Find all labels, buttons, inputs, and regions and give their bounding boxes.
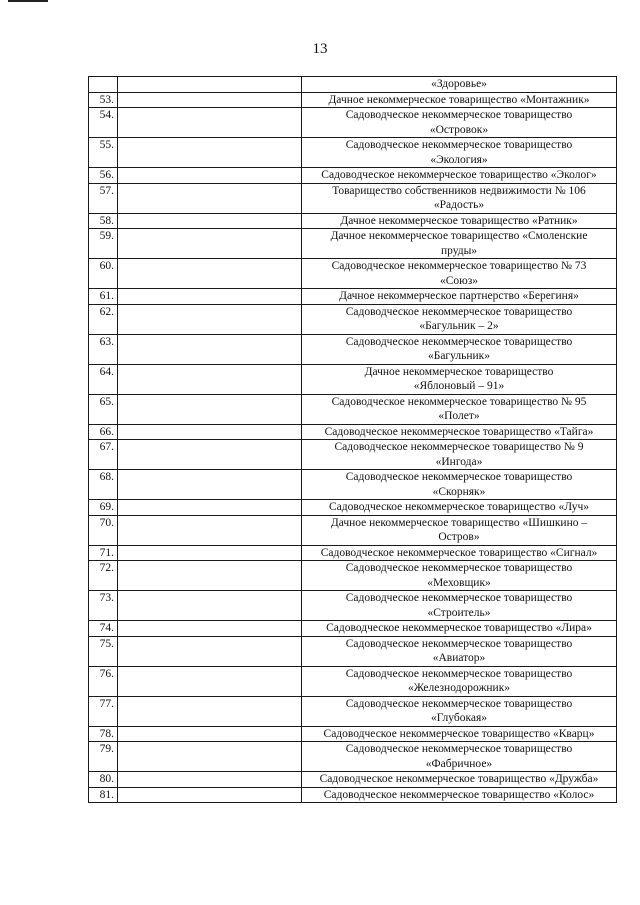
organization-name-line: «Глубокая»: [430, 712, 488, 724]
table-row: [89, 545, 617, 561]
table-row: [89, 787, 617, 803]
organization-name-cell: [302, 259, 617, 289]
empty-cell: [118, 440, 302, 470]
table-row: [89, 92, 617, 108]
organization-name-cell: [302, 213, 617, 229]
organization-name-cell: [302, 500, 617, 516]
table-row: [89, 621, 617, 637]
table-row: [89, 168, 617, 184]
row-number: 56.: [89, 168, 118, 184]
organization-name-line: Садоводческое некоммерческое товарищество: [345, 667, 573, 680]
table-row: [89, 259, 617, 289]
organization-name-line: Садоводческое некоммерческое товарищество «Кварц»: [323, 727, 595, 740]
empty-cell: [118, 545, 302, 561]
organization-name-cell: [302, 470, 617, 500]
organization-name-cell: [302, 138, 617, 168]
table-row: [89, 77, 617, 93]
empty-cell: [118, 394, 302, 424]
empty-cell: [118, 666, 302, 696]
organization-name-cell: [302, 515, 617, 545]
organization-name-cell: [302, 364, 617, 394]
empty-cell: [118, 742, 302, 772]
row-number: 71.: [89, 545, 118, 561]
register-table-body: [89, 77, 617, 803]
table-row: [89, 304, 617, 334]
organization-name-line: Садоводческое некоммерческое товарищество: [345, 109, 573, 121]
table-row: [89, 591, 617, 621]
organization-name-line: Товарищество собственников недвижимости № 106: [332, 184, 586, 197]
row-number: 70.: [89, 515, 118, 545]
empty-cell: [118, 726, 302, 742]
organization-name-cell: [302, 304, 617, 334]
organization-name-line: Садоводческое некоммерческое товарищество № 73: [331, 260, 587, 272]
organization-name-line: Садоводческое некоммерческое товарищество: [345, 471, 573, 483]
row-number: 78.: [89, 726, 118, 742]
row-number: 57.: [89, 183, 118, 213]
empty-cell: [118, 561, 302, 591]
organization-name-line: Садоводческое некоммерческое товарищество: [345, 305, 573, 318]
organization-name-cell: [302, 666, 617, 696]
organization-name-line: «Меховщик»: [427, 576, 491, 589]
row-number: 74.: [89, 621, 118, 637]
row-number: 66.: [89, 424, 118, 440]
organization-name-line: «Железнодорожник»: [407, 682, 511, 694]
empty-cell: [118, 138, 302, 168]
organization-name-line: Садоводческое некоммерческое товарищество «Сигнал»: [320, 546, 598, 559]
empty-cell: [118, 591, 302, 621]
row-number: 61.: [89, 289, 118, 305]
organization-name-line: Садоводческое некоммерческое товарищество: [345, 637, 573, 650]
organization-name-cell: [302, 183, 617, 213]
table-row: [89, 364, 617, 394]
table-row: [89, 108, 617, 138]
empty-cell: [118, 108, 302, 138]
organization-name-cell: [302, 440, 617, 470]
organization-name-line: «Багульник»: [427, 350, 491, 362]
organization-name-line: Дачное некоммерческое товарищество «Шишкино –: [330, 516, 588, 529]
empty-cell: [118, 515, 302, 545]
organization-name-line: Садоводческое некоммерческое товарищество «Дружба»: [319, 773, 599, 785]
organization-name-line: «Багульник – 2»: [419, 320, 499, 332]
organization-name-line: «Фабричное»: [425, 757, 493, 770]
empty-cell: [118, 500, 302, 516]
organization-name-cell: [302, 424, 617, 440]
empty-cell: [118, 364, 302, 394]
table-row: [89, 561, 617, 591]
organization-name-line: Садоводческое некоммерческое товарищество «Тайга»: [324, 425, 594, 438]
organization-name-cell: [302, 726, 617, 742]
organization-name-cell: [302, 636, 617, 666]
row-number: 69.: [89, 500, 118, 516]
organization-name-line: «Яблоновый – 91»: [413, 380, 505, 392]
empty-cell: [118, 424, 302, 440]
row-number: 67.: [89, 440, 118, 470]
table-row: [89, 515, 617, 545]
table-row: [89, 726, 617, 742]
organization-name-cell: [302, 591, 617, 621]
organization-name-line: Садоводческое некоммерческое товарищество № 95: [331, 395, 587, 408]
row-number: 64.: [89, 364, 118, 394]
empty-cell: [118, 229, 302, 259]
table-row: [89, 138, 617, 168]
organization-name-line: Садоводческое некоммерческое товарищество: [345, 592, 573, 604]
empty-cell: [118, 787, 302, 803]
row-number: 68.: [89, 470, 118, 500]
organization-name-cell: [302, 168, 617, 184]
organization-name-line: «Строитель»: [427, 606, 491, 619]
organization-name-line: «Авиатор»: [432, 652, 486, 664]
organization-name-line: Дачное некоммерческое товарищество «Смоленские: [330, 230, 588, 242]
empty-cell: [118, 334, 302, 364]
organization-name-cell: [302, 229, 617, 259]
empty-cell: [118, 77, 302, 93]
organization-name-cell: [302, 561, 617, 591]
empty-cell: [118, 289, 302, 305]
table-row: [89, 394, 617, 424]
register-table: [88, 76, 617, 803]
organization-name-cell: [302, 394, 617, 424]
empty-cell: [118, 304, 302, 334]
row-number: 73.: [89, 591, 118, 621]
empty-cell: [118, 213, 302, 229]
row-number: 55.: [89, 138, 118, 168]
organization-name-line: Садоводческое некоммерческое товарищество № 9: [334, 441, 584, 453]
empty-cell: [118, 183, 302, 213]
row-number: 65.: [89, 394, 118, 424]
table-row: [89, 470, 617, 500]
table-row: [89, 424, 617, 440]
table-row: [89, 500, 617, 516]
organization-name-cell: [302, 742, 617, 772]
organization-name-cell: [302, 787, 617, 803]
row-number: 59.: [89, 229, 118, 259]
row-number: 62.: [89, 304, 118, 334]
row-number: 77.: [89, 696, 118, 726]
organization-name-cell: [302, 772, 617, 788]
organization-name-line: пруды»: [440, 244, 478, 257]
empty-cell: [118, 168, 302, 184]
table-row: [89, 742, 617, 772]
row-number: 63.: [89, 334, 118, 364]
organization-name-line: Садоводческое некоммерческое товарищество «Луч»: [328, 501, 590, 513]
table-row: [89, 334, 617, 364]
row-number: 53.: [89, 92, 118, 108]
organization-name-cell: [302, 621, 617, 637]
organization-name-line: «Экология»: [430, 153, 488, 166]
organization-name-cell: [302, 334, 617, 364]
organization-name-cell: [302, 92, 617, 108]
table-row: [89, 772, 617, 788]
corner-mark: [8, 0, 48, 2]
organization-name-line: Остров»: [438, 531, 480, 543]
empty-cell: [118, 92, 302, 108]
organization-name-line: Садоводческое некоммерческое товарищество «Лира»: [326, 622, 592, 634]
organization-name-line: «Ингода»: [435, 455, 483, 468]
organization-name-line: «Союз»: [439, 274, 479, 287]
organization-name-line: «Островок»: [429, 123, 489, 136]
organization-name-line: Садоводческое некоммерческое товарищество «Колос»: [323, 788, 595, 801]
row-number: 81.: [89, 787, 118, 803]
organization-name-line: «Радость»: [433, 199, 485, 211]
organization-name-cell: [302, 696, 617, 726]
organization-name-line: Садоводческое некоммерческое товарищество: [345, 743, 573, 755]
empty-cell: [118, 772, 302, 788]
row-number: 80.: [89, 772, 118, 788]
table-row: [89, 229, 617, 259]
empty-cell: [118, 470, 302, 500]
organization-name-cell: [302, 108, 617, 138]
organization-name-line: «Скорняк»: [432, 485, 486, 498]
row-number: 58.: [89, 213, 118, 229]
organization-name-line: Дачное некоммерческое товарищество «Монтажник»: [328, 93, 590, 106]
row-number: [89, 77, 118, 93]
row-number: 79.: [89, 742, 118, 772]
organization-name-cell: [302, 545, 617, 561]
organization-name-line: Дачное некоммерческое партнерство «Берегиня»: [339, 290, 579, 302]
table-row: [89, 213, 617, 229]
organization-name-line: «Полет»: [438, 410, 480, 422]
table-row: [89, 183, 617, 213]
organization-name-line: Садоводческое некоммерческое товарищество «Эколог»: [321, 169, 597, 181]
organization-name-line: Садоводческое некоммерческое товарищество: [345, 139, 573, 151]
organization-name-cell: [302, 289, 617, 305]
row-number: 75.: [89, 636, 118, 666]
organization-name-cell: [302, 77, 617, 93]
table-row: [89, 289, 617, 305]
row-number: 76.: [89, 666, 118, 696]
organization-name-line: Садоводческое некоммерческое товарищество: [345, 335, 573, 348]
empty-cell: [118, 696, 302, 726]
organization-name-line: Дачное некоммерческое товарищество «Ратник»: [340, 214, 578, 227]
organization-name-line: Садоводческое некоммерческое товарищество: [345, 697, 573, 710]
organization-name-line: Дачное некоммерческое товарищество: [364, 365, 554, 378]
row-number: 72.: [89, 561, 118, 591]
row-number: 60.: [89, 259, 118, 289]
empty-cell: [118, 621, 302, 637]
table-row: [89, 440, 617, 470]
page-number: 13: [312, 41, 328, 57]
table-row: [89, 666, 617, 696]
empty-cell: [118, 636, 302, 666]
organization-name-line: Садоводческое некоммерческое товарищество: [345, 562, 573, 574]
row-number: 54.: [89, 108, 118, 138]
table-row: [89, 696, 617, 726]
table-row: [89, 636, 617, 666]
organization-name-line: «Здоровье»: [431, 78, 487, 90]
empty-cell: [118, 259, 302, 289]
